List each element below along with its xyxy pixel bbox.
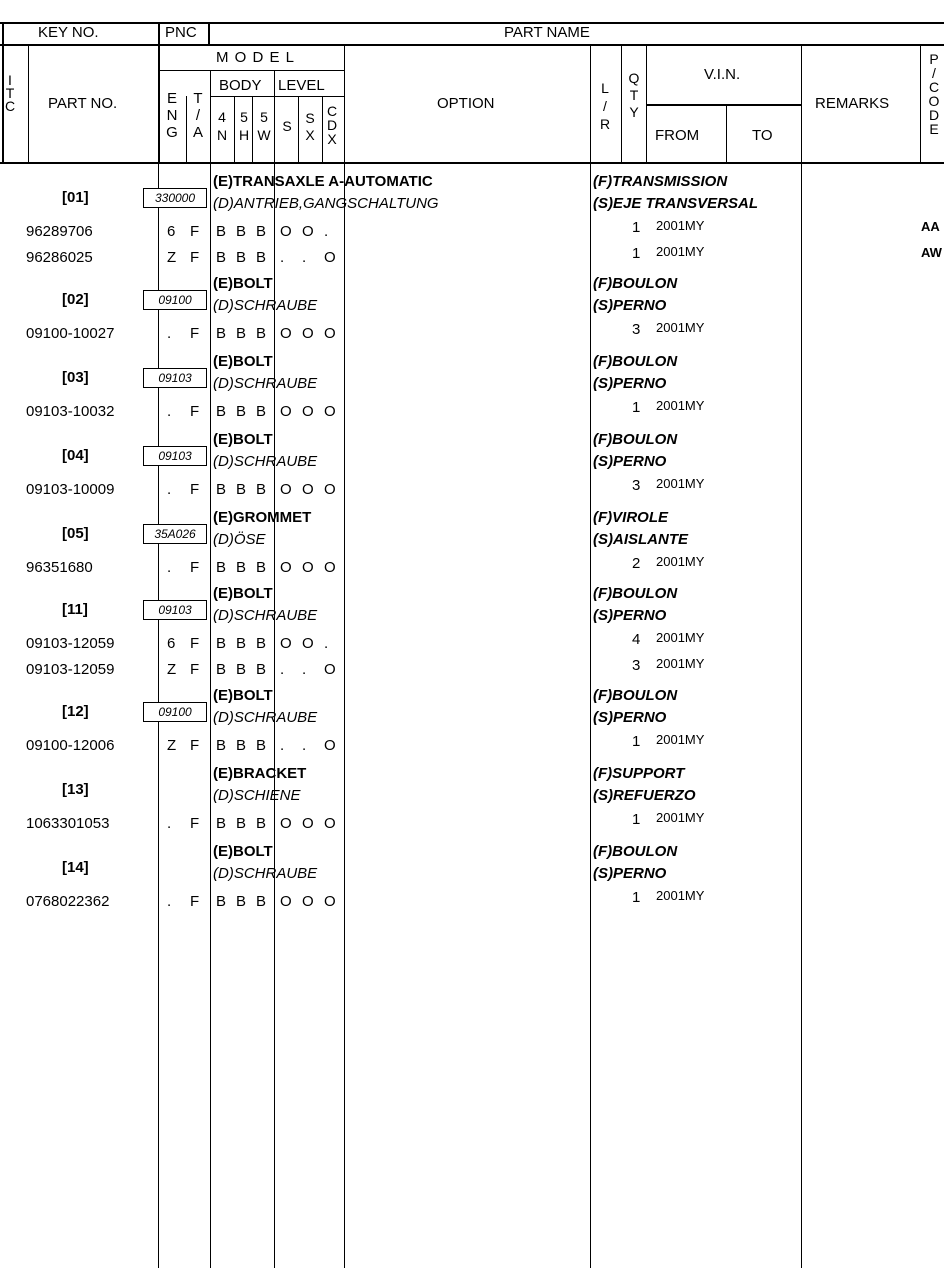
to-header: TO (752, 127, 773, 144)
vin-from: 2001MY (656, 732, 705, 747)
part-name-english (213, 586, 273, 601)
body-5w-flag: B (256, 223, 267, 240)
part-name-french: (F)SUPPORT (593, 765, 685, 782)
part-number: 09100-12006 (26, 737, 115, 754)
pnc-code-box: 09103 (143, 446, 207, 466)
part-name-french: (F)TRANSMISSION (593, 173, 728, 190)
part-name-german: (D)SCHRAUBE (213, 297, 318, 314)
part-name-english (213, 510, 311, 525)
part-name-spanish: (S)PERNO (593, 607, 667, 624)
lang-prefix-e: (E) (213, 353, 233, 370)
eng-code: Z (167, 737, 177, 754)
ta-code: F (190, 223, 200, 240)
lang-prefix-e: (E) (213, 431, 233, 448)
level-s-flag: O (280, 815, 292, 832)
level-s-flag: O (280, 559, 292, 576)
body-5h-header: 5 H (238, 109, 250, 143)
table-header (0, 0, 944, 163)
ta-code: F (190, 635, 200, 652)
part-no-header: PART NO. (48, 95, 118, 112)
part-name-english (213, 276, 273, 291)
eng-code: . (167, 325, 172, 342)
eng-code: . (167, 815, 172, 832)
part-name-english (213, 432, 273, 447)
quantity: 3 (632, 321, 641, 338)
key-number: [12] (62, 703, 89, 720)
body-5w-flag: B (256, 325, 267, 342)
quantity: 3 (632, 477, 641, 494)
part-name-german: (D)ANTRIEB,GANGSCHALTUNG (213, 195, 439, 212)
body-5h-flag: B (236, 325, 247, 342)
vin-from: 2001MY (656, 398, 705, 413)
level-sx-flag: . (302, 737, 307, 754)
lang-prefix-e: (E) (213, 275, 233, 292)
part-number: 09103-12059 (26, 661, 115, 678)
vin-from: 2001MY (656, 810, 705, 825)
name-english-text: BOLT (233, 585, 273, 602)
part-name-english (213, 688, 273, 703)
body-5h-flag: B (236, 815, 247, 832)
pnc-code-box: 09103 (143, 368, 207, 388)
vin-from: 2001MY (656, 888, 705, 903)
vin-from: 2001MY (656, 476, 705, 491)
body-5w-flag: B (256, 559, 267, 576)
body-4n-flag: B (216, 481, 227, 498)
body-5h-flag: B (236, 559, 247, 576)
name-english-text: TRANSAXLE A-AUTOMATIC (233, 173, 433, 190)
vin-from: 2001MY (656, 554, 705, 569)
level-header: LEVEL (278, 77, 325, 94)
part-name-french: (F)BOULON (593, 431, 678, 448)
level-s-flag: . (280, 249, 285, 266)
part-number: 96286025 (26, 249, 93, 266)
part-name-french: (F)BOULON (593, 585, 678, 602)
part-number: 09103-10009 (26, 481, 115, 498)
quantity: 4 (632, 631, 641, 648)
level-s-flag: . (280, 737, 285, 754)
vin-from: 2001MY (656, 244, 705, 259)
part-name-spanish: (S)PERNO (593, 297, 667, 314)
body-4n-flag: B (216, 403, 227, 420)
p-code: AW (921, 245, 942, 260)
part-name-german: (D)SCHRAUBE (213, 453, 318, 470)
eng-code: . (167, 893, 172, 910)
level-sx-flag: O (302, 815, 314, 832)
level-sx-header: S X (305, 110, 315, 143)
body-4n-flag: B (216, 737, 227, 754)
body-4n-flag: B (216, 635, 227, 652)
pnc-code-box: 330000 (143, 188, 207, 208)
from-header: FROM (655, 127, 700, 144)
ta-code: F (190, 737, 200, 754)
key-number: [14] (62, 859, 89, 876)
eng-code: 6 (167, 635, 176, 652)
level-sx-flag: . (302, 249, 307, 266)
body-5h-flag: B (236, 635, 247, 652)
eng-code: Z (167, 661, 177, 678)
name-english-text: BOLT (233, 275, 273, 292)
eng-code: . (167, 481, 172, 498)
level-sx-flag: O (302, 893, 314, 910)
level-cdx-flag: O (324, 325, 336, 342)
part-name-english (213, 174, 433, 189)
level-s-flag: O (280, 223, 292, 240)
part-number: 96351680 (26, 559, 93, 576)
quantity: 1 (632, 733, 641, 750)
level-cdx-flag: O (324, 661, 336, 678)
qty-header: Q T Y (628, 70, 640, 120)
quantity: 1 (632, 399, 641, 416)
key-number: [04] (62, 447, 89, 464)
part-name-spanish: (S)EJE TRANSVERSAL (593, 195, 759, 212)
table-body (0, 163, 944, 1268)
part-number: 09100-10027 (26, 325, 115, 342)
part-name-german: (D)ÖSE (213, 531, 266, 548)
part-number: 09103-12059 (26, 635, 115, 652)
key-number: [05] (62, 525, 89, 542)
ta-code: F (190, 559, 200, 576)
key-number: [01] (62, 189, 89, 206)
name-english-text: BRACKET (233, 765, 307, 782)
level-s-header: S (282, 118, 292, 134)
part-name-french: (F)BOULON (593, 353, 678, 370)
body-5h-flag: B (236, 481, 247, 498)
body-4n-header: 4 N (216, 109, 228, 143)
body-5h-flag: B (236, 403, 247, 420)
pnc-code-box: 09100 (143, 290, 207, 310)
name-english-text: BOLT (233, 843, 273, 860)
pnc-code-box: 09100 (143, 702, 207, 722)
level-cdx-flag: O (324, 737, 336, 754)
body-5h-flag: B (236, 249, 247, 266)
ta-code: F (190, 249, 200, 266)
level-cdx-flag: O (324, 559, 336, 576)
key-number: [11] (62, 601, 88, 618)
p-code: AA (921, 219, 940, 234)
key-number: [13] (62, 781, 89, 798)
level-cdx-flag: O (324, 403, 336, 420)
itc-header: I T C (4, 72, 16, 114)
pnc-header: PNC (165, 24, 197, 41)
body-4n-flag: B (216, 559, 227, 576)
part-name-header: PART NAME (504, 24, 590, 41)
body-5w-flag: B (256, 737, 267, 754)
level-cdx-header: C D X (326, 103, 338, 147)
quantity: 3 (632, 657, 641, 674)
level-cdx-flag: . (324, 223, 329, 240)
lr-header: L / R (599, 80, 611, 132)
key-number: [02] (62, 291, 89, 308)
level-s-flag: O (280, 893, 292, 910)
body-4n-flag: B (216, 325, 227, 342)
part-number: 1063301053 (26, 815, 110, 832)
ta-code: F (190, 661, 200, 678)
level-s-flag: O (280, 325, 292, 342)
part-name-english (213, 844, 273, 859)
body-header: BODY (219, 77, 262, 94)
quantity: 1 (632, 245, 641, 262)
vin-header: V.I.N. (704, 66, 741, 83)
remarks-header: REMARKS (815, 95, 890, 112)
vin-from: 2001MY (656, 320, 705, 335)
level-s-flag: O (280, 635, 292, 652)
eng-code: . (167, 403, 172, 420)
level-sx-flag: O (302, 223, 314, 240)
level-s-flag: O (280, 403, 292, 420)
quantity: 1 (632, 219, 641, 236)
level-sx-flag: O (302, 481, 314, 498)
body-5w-flag: B (256, 249, 267, 266)
part-name-german: (D)SCHRAUBE (213, 709, 318, 726)
body-4n-flag: B (216, 223, 227, 240)
part-name-german: (D)SCHRAUBE (213, 865, 318, 882)
name-english-text: GROMMET (233, 509, 312, 526)
option-header: OPTION (437, 95, 495, 112)
vin-from: 2001MY (656, 630, 705, 645)
model-header: M O D E L (216, 49, 296, 66)
pnc-code-box: 09103 (143, 600, 207, 620)
part-name-spanish: (S)PERNO (593, 709, 667, 726)
part-name-french: (F)VIROLE (593, 509, 668, 526)
lang-prefix-e: (E) (213, 173, 233, 190)
body-5w-header: 5 W (257, 109, 271, 143)
ta-code: F (190, 481, 200, 498)
level-sx-flag: O (302, 403, 314, 420)
part-name-english (213, 766, 306, 781)
body-5w-flag: B (256, 661, 267, 678)
eng-code: Z (167, 249, 177, 266)
eng-code: . (167, 559, 172, 576)
part-name-spanish: (S)PERNO (593, 453, 667, 470)
part-name-german: (D)SCHRAUBE (213, 607, 318, 624)
lang-prefix-e: (E) (213, 687, 233, 704)
quantity: 1 (632, 889, 641, 906)
level-cdx-flag: . (324, 635, 329, 652)
key-number: [03] (62, 369, 89, 386)
level-cdx-flag: O (324, 815, 336, 832)
vin-from: 2001MY (656, 218, 705, 233)
vin-from: 2001MY (656, 656, 705, 671)
lang-prefix-e: (E) (213, 843, 233, 860)
ta-code: F (190, 325, 200, 342)
level-s-flag: . (280, 661, 285, 678)
part-name-english (213, 354, 273, 369)
eng-code: 6 (167, 223, 176, 240)
name-english-text: BOLT (233, 353, 273, 370)
level-cdx-flag: O (324, 893, 336, 910)
ta-code: F (190, 893, 200, 910)
part-name-french: (F)BOULON (593, 275, 678, 292)
level-sx-flag: O (302, 559, 314, 576)
part-name-spanish: (S)PERNO (593, 865, 667, 882)
body-5w-flag: B (256, 403, 267, 420)
level-sx-flag: O (302, 325, 314, 342)
ta-header: T / A (192, 90, 203, 141)
body-5h-flag: B (236, 223, 247, 240)
lang-prefix-e: (E) (213, 585, 233, 602)
lang-prefix-e: (E) (213, 509, 233, 526)
level-s-flag: O (280, 481, 292, 498)
part-name-german: (D)SCHIENE (213, 787, 301, 804)
part-number: 0768022362 (26, 893, 110, 910)
lang-prefix-e: (E) (213, 765, 233, 782)
body-4n-flag: B (216, 249, 227, 266)
name-english-text: BOLT (233, 687, 273, 704)
body-4n-flag: B (216, 893, 227, 910)
part-name-spanish: (S)PERNO (593, 375, 667, 392)
body-4n-flag: B (216, 661, 227, 678)
level-cdx-flag: O (324, 249, 336, 266)
body-5w-flag: B (256, 635, 267, 652)
quantity: 2 (632, 555, 641, 572)
eng-header: E N G (166, 90, 178, 141)
level-cdx-flag: O (324, 481, 336, 498)
ta-code: F (190, 815, 200, 832)
part-number: 09103-10032 (26, 403, 115, 420)
name-english-text: BOLT (233, 431, 273, 448)
level-sx-flag: O (302, 635, 314, 652)
body-5w-flag: B (256, 815, 267, 832)
body-5h-flag: B (236, 893, 247, 910)
level-sx-flag: . (302, 661, 307, 678)
ta-code: F (190, 403, 200, 420)
part-name-french: (F)BOULON (593, 843, 678, 860)
pcode-header: P / C O D E (928, 51, 940, 137)
part-name-spanish: (S)AISLANTE (593, 531, 688, 548)
quantity: 1 (632, 811, 641, 828)
body-5h-flag: B (236, 661, 247, 678)
body-5w-flag: B (256, 481, 267, 498)
body-5h-flag: B (236, 737, 247, 754)
part-name-german: (D)SCHRAUBE (213, 375, 318, 392)
part-name-spanish: (S)REFUERZO (593, 787, 696, 804)
pnc-code-box: 35A026 (143, 524, 207, 544)
part-number: 96289706 (26, 223, 93, 240)
body-5w-flag: B (256, 893, 267, 910)
part-name-french: (F)BOULON (593, 687, 678, 704)
body-4n-flag: B (216, 815, 227, 832)
key-no-header: KEY NO. (38, 24, 99, 41)
